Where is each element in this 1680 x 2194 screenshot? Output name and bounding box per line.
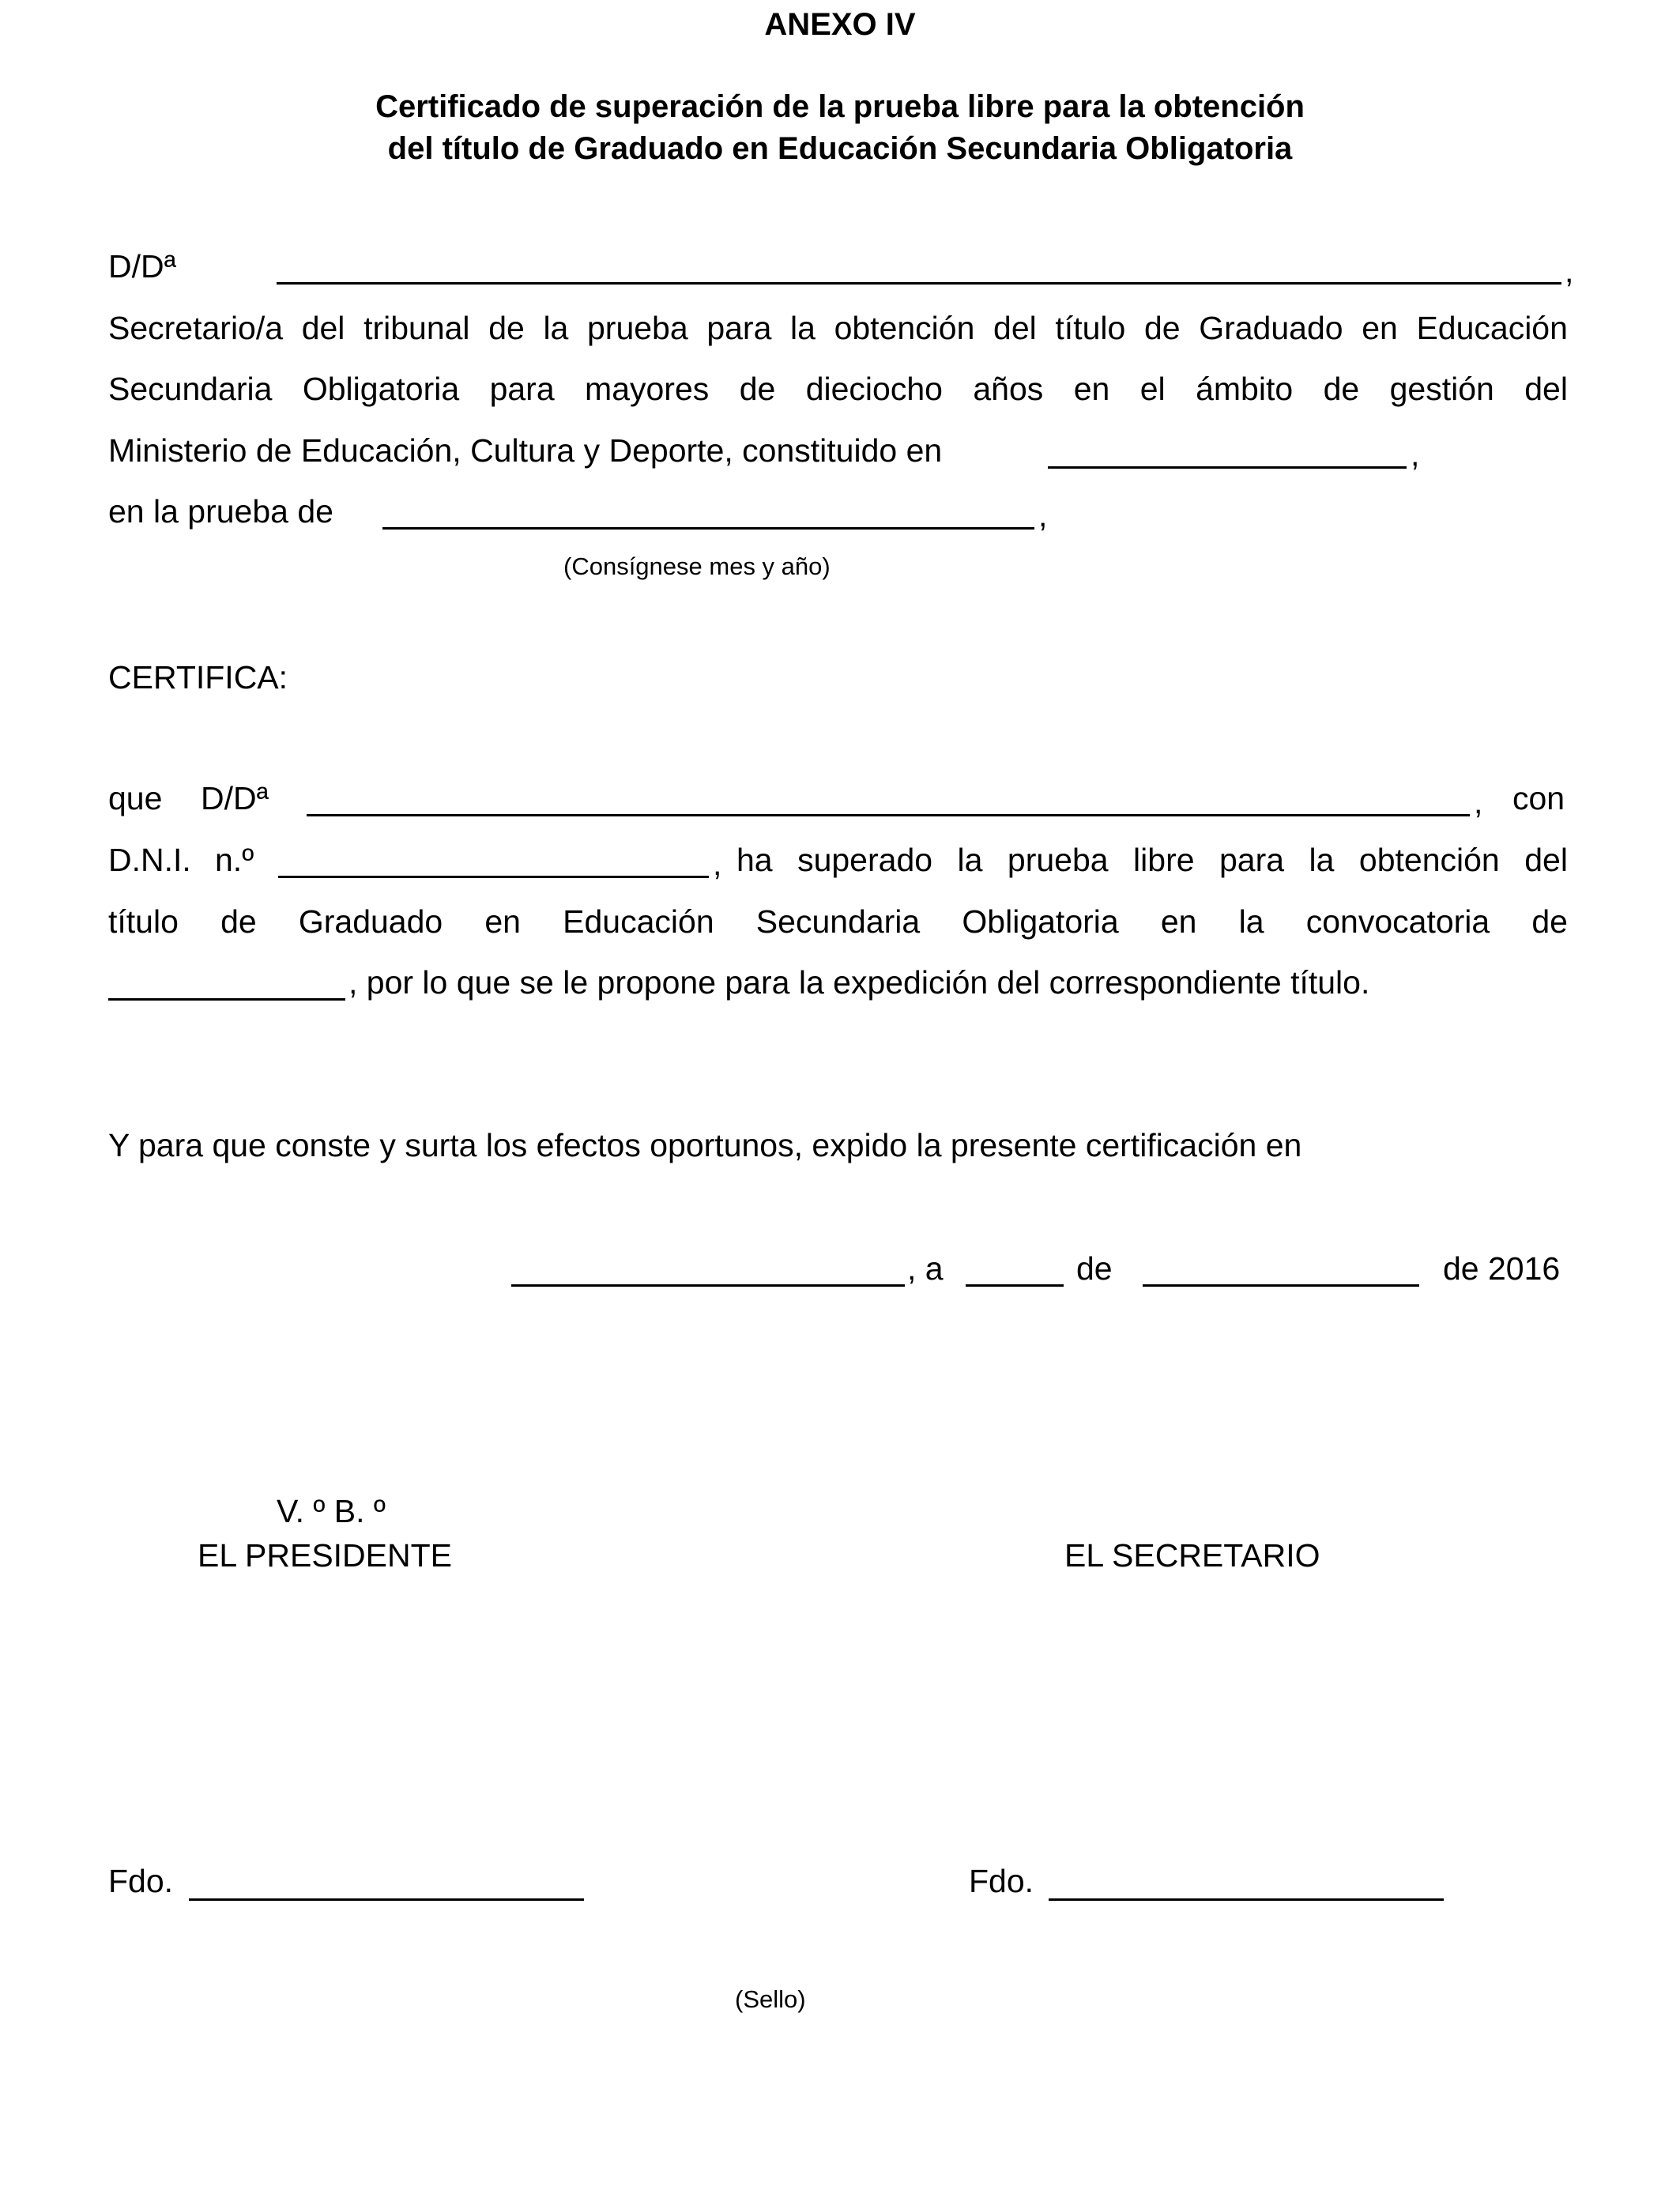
intro-line-1 (108, 308, 1568, 348)
cert-line-3-word: Educación (563, 903, 714, 940)
intro-line-1-word: la (543, 310, 569, 346)
date-de-label: de (1076, 1250, 1113, 1287)
cert-line-2-word: prueba (1007, 842, 1109, 878)
intro-line-1-word: Secretario/a (108, 310, 284, 346)
comma: , (1411, 436, 1420, 473)
closing-text: Y para que conste y surta los efectos oportunos, expido la presente certificación en (108, 1127, 1302, 1163)
comma: , (1565, 253, 1574, 289)
cert-line-3-word: convocatoria (1305, 903, 1490, 940)
intro-line-2-word: del (1524, 371, 1568, 407)
hint-month-year: (Consígnese mes y año) (563, 552, 831, 580)
que-label: que (108, 780, 163, 816)
intro-line-2-word: Obligatoria (302, 371, 460, 407)
certifica-heading: CERTIFICA: (108, 659, 288, 696)
cert-line-3-word: Secundaria (755, 903, 921, 940)
constituted-in-line[interactable] (1048, 466, 1407, 469)
secretary-label: EL SECRETARIO (1064, 1537, 1320, 1574)
intro-line-3: Ministerio de Educación, Cultura y Deporte, constituido en (108, 432, 943, 469)
intro-line-1-word: tribunal (363, 310, 470, 346)
intro-line-2-word: dieciocho (805, 371, 943, 407)
cert-line-3-word: Obligatoria (962, 903, 1119, 940)
day-line[interactable] (966, 1284, 1064, 1287)
fdo-right-label: Fdo. (969, 1863, 1034, 1899)
cert-line-3-word: la (1238, 903, 1264, 940)
test-date-line[interactable] (382, 527, 1034, 530)
cert-line-3-word: Graduado (298, 903, 443, 940)
dd-label: D/Dª (108, 248, 176, 285)
intro-line-2-word: para (489, 371, 555, 407)
intro-line-2-word: gestión (1389, 371, 1494, 407)
cert-line-2-word: libre (1133, 842, 1195, 878)
annex-heading: ANEXO IV (764, 7, 916, 42)
intro-line-1-word: obtención (834, 310, 975, 346)
intro-line-4: en la prueba de (108, 493, 333, 530)
intro-line-1-word: la (790, 310, 816, 346)
intro-line-1-word: para (706, 310, 772, 346)
comma: , (1038, 497, 1048, 533)
cert-line-2-word: ha (736, 842, 773, 878)
place-line[interactable] (511, 1284, 905, 1287)
intro-line-2-word: en (1073, 371, 1110, 407)
intro-line-1-word: en (1362, 310, 1398, 346)
cert-line-2-word: del (1524, 842, 1568, 878)
dd-label-2: D/Dª (201, 780, 269, 816)
intro-line-2-word: de (1323, 371, 1360, 407)
comma: , (1474, 784, 1483, 820)
cert-line-3-word: de (220, 903, 257, 940)
dni-number-label: n.º (215, 842, 254, 878)
cert-line-2-word: la (1309, 842, 1335, 878)
intro-line-1-word: prueba (587, 310, 688, 346)
title-line-2: del título de Graduado en Educación Secundaria Obligatoria (387, 131, 1293, 166)
cert-line-3-word: título (108, 903, 179, 940)
convocatoria-line[interactable] (108, 998, 345, 1001)
secretary-signature-line[interactable] (1049, 1898, 1444, 1901)
president-label: EL PRESIDENTE (198, 1537, 453, 1574)
cert-line-3 (108, 902, 1568, 941)
student-name-line[interactable] (307, 814, 1470, 816)
cert-line-2-word: la (957, 842, 983, 878)
president-signature-line[interactable] (189, 1898, 584, 1901)
title-line-1: Certificado de superación de la prueba libre para la obtención (375, 89, 1305, 124)
cert-line-2-word: superado (797, 842, 933, 878)
month-line[interactable] (1143, 1284, 1419, 1287)
intro-line-1-word: del (993, 310, 1037, 346)
cert-line-3-word: en (1160, 903, 1197, 940)
intro-line-2-word: el (1139, 371, 1166, 407)
dni-line[interactable] (278, 876, 709, 878)
comma: , (713, 846, 722, 882)
intro-line-1-word: de (488, 310, 525, 346)
stamp-label: (Sello) (735, 1985, 806, 2013)
cert-line-2-word: obtención (1358, 842, 1500, 878)
intro-line-2-word: de (739, 371, 776, 407)
intro-line-1-word: del (301, 310, 345, 346)
intro-line-1-word: Educación (1416, 310, 1568, 346)
cert-line-4: , por lo que se le propone para la expedición del correspondiente título. (348, 964, 1370, 1001)
cert-line-2-word: para (1219, 842, 1285, 878)
dni-label: D.N.I. (108, 842, 191, 878)
con-label: con (1512, 780, 1565, 816)
intro-line-1-word: título (1055, 310, 1126, 346)
intro-line-2 (108, 369, 1568, 409)
cert-line-3-word: de (1531, 903, 1568, 940)
cert-line-3-word: en (484, 903, 521, 940)
secretary-name-line[interactable] (277, 282, 1561, 285)
cert-line-2 (736, 840, 1568, 880)
vobo-label: V. º B. º (277, 1493, 386, 1529)
intro-line-1-word: Graduado (1199, 310, 1343, 346)
fdo-left-label: Fdo. (108, 1863, 174, 1899)
intro-line-2-word: mayores (585, 371, 710, 407)
intro-line-2-word: Secundaria (108, 371, 273, 407)
intro-line-2-word: ámbito (1196, 371, 1294, 407)
intro-line-1-word: de (1143, 310, 1181, 346)
date-year-label: de 2016 (1443, 1250, 1561, 1287)
intro-line-2-word: años (973, 371, 1044, 407)
date-a-label: , a (907, 1250, 944, 1287)
